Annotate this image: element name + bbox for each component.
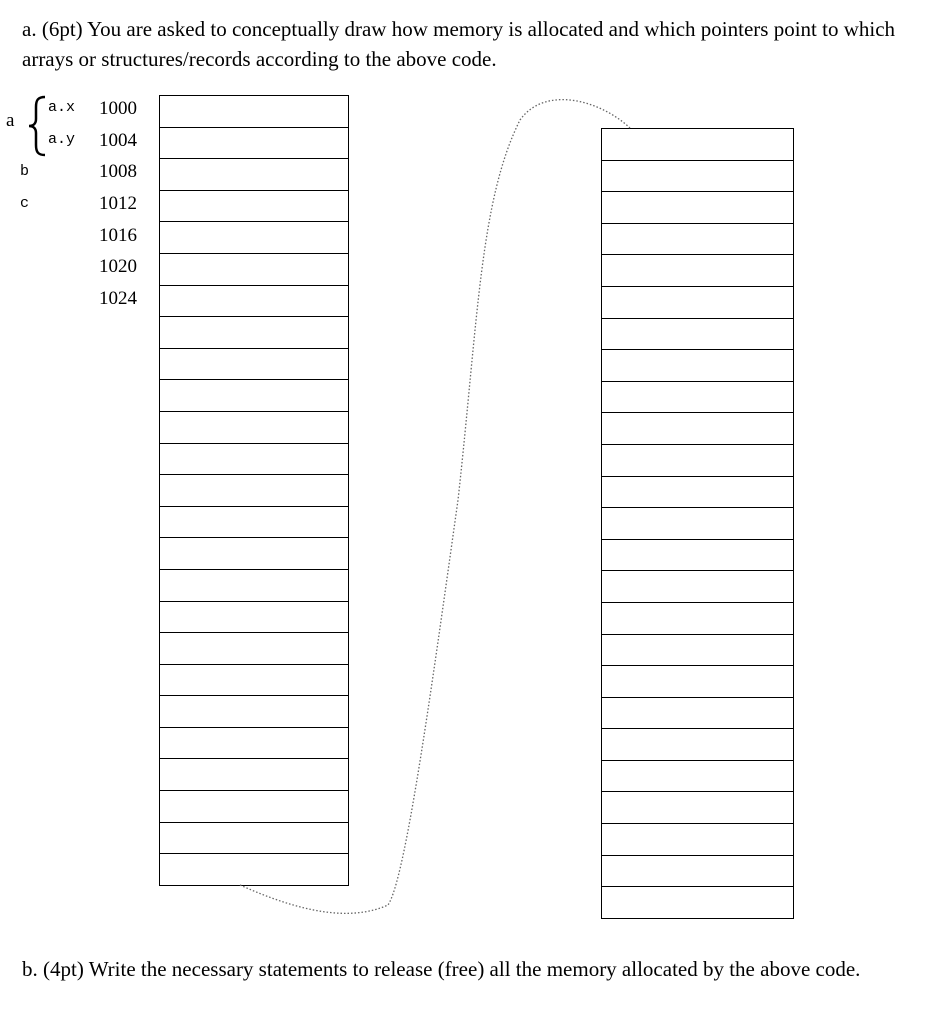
memory-cell (602, 445, 793, 477)
memory-cell (602, 856, 793, 888)
memory-cell (160, 507, 348, 539)
memory-cell (160, 602, 348, 634)
address-label: 1016 (99, 225, 137, 246)
memory-cell (602, 192, 793, 224)
question-a: a. (6pt) You are asked to conceptually draw how memory is allocated and which pointers point to which arrays or structures/records according to the above code. (22, 17, 896, 71)
memory-cell (602, 382, 793, 414)
memory-cell (160, 380, 348, 412)
memory-cell (602, 319, 793, 351)
memory-cell (160, 317, 348, 349)
address-label: 1020 (99, 256, 137, 277)
memory-cell (602, 224, 793, 256)
memory-cell (160, 475, 348, 507)
memory-cell (160, 412, 348, 444)
memory-cell (602, 666, 793, 698)
var-label-c: c (20, 195, 30, 212)
memory-cell (160, 823, 348, 855)
address-label: 1024 (99, 288, 137, 309)
memory-cell (160, 728, 348, 760)
memory-cell (602, 729, 793, 761)
address-label: 1008 (99, 161, 137, 182)
var-label-b: b (20, 163, 30, 180)
question-b: b. (4pt) Write the necessary statements to release (free) all the memory allocated by the above code. (22, 957, 861, 981)
memory-cell (602, 571, 793, 603)
memory-cell (602, 255, 793, 287)
address-label: 1004 (99, 130, 137, 151)
memory-cell (160, 191, 348, 223)
memory-cell (602, 413, 793, 445)
memory-cell (602, 129, 793, 161)
memory-cell (602, 761, 793, 793)
memory-column-right (601, 128, 794, 919)
memory-cell (602, 824, 793, 856)
memory-cell (602, 477, 793, 509)
memory-cell (160, 128, 348, 160)
memory-cell (602, 287, 793, 319)
memory-column-left (159, 95, 349, 886)
address-label: 1012 (99, 193, 137, 214)
memory-cell (602, 603, 793, 635)
memory-cell (160, 159, 348, 191)
memory-cell (602, 350, 793, 382)
memory-cell (160, 570, 348, 602)
memory-cell (160, 538, 348, 570)
memory-cell (602, 635, 793, 667)
memory-cell (160, 854, 348, 885)
memory-cell (160, 444, 348, 476)
memory-cell (602, 508, 793, 540)
memory-cell (160, 349, 348, 381)
memory-cell (602, 887, 793, 918)
memory-cell (160, 633, 348, 665)
memory-cell (160, 96, 348, 128)
address-label: 1000 (99, 98, 137, 119)
memory-cell (160, 254, 348, 286)
memory-cell (160, 791, 348, 823)
memory-cell (602, 540, 793, 572)
memory-cell (160, 759, 348, 791)
memory-cell (602, 698, 793, 730)
memory-cell (160, 286, 348, 318)
struct-brace-icon (28, 95, 48, 157)
memory-cell (160, 222, 348, 254)
struct-a-label: a (6, 110, 15, 131)
field-label-ax: a.x (48, 99, 76, 116)
memory-cell (602, 161, 793, 193)
memory-cell (160, 696, 348, 728)
memory-cell (602, 792, 793, 824)
field-label-ay: a.y (48, 131, 76, 148)
memory-cell (160, 665, 348, 697)
